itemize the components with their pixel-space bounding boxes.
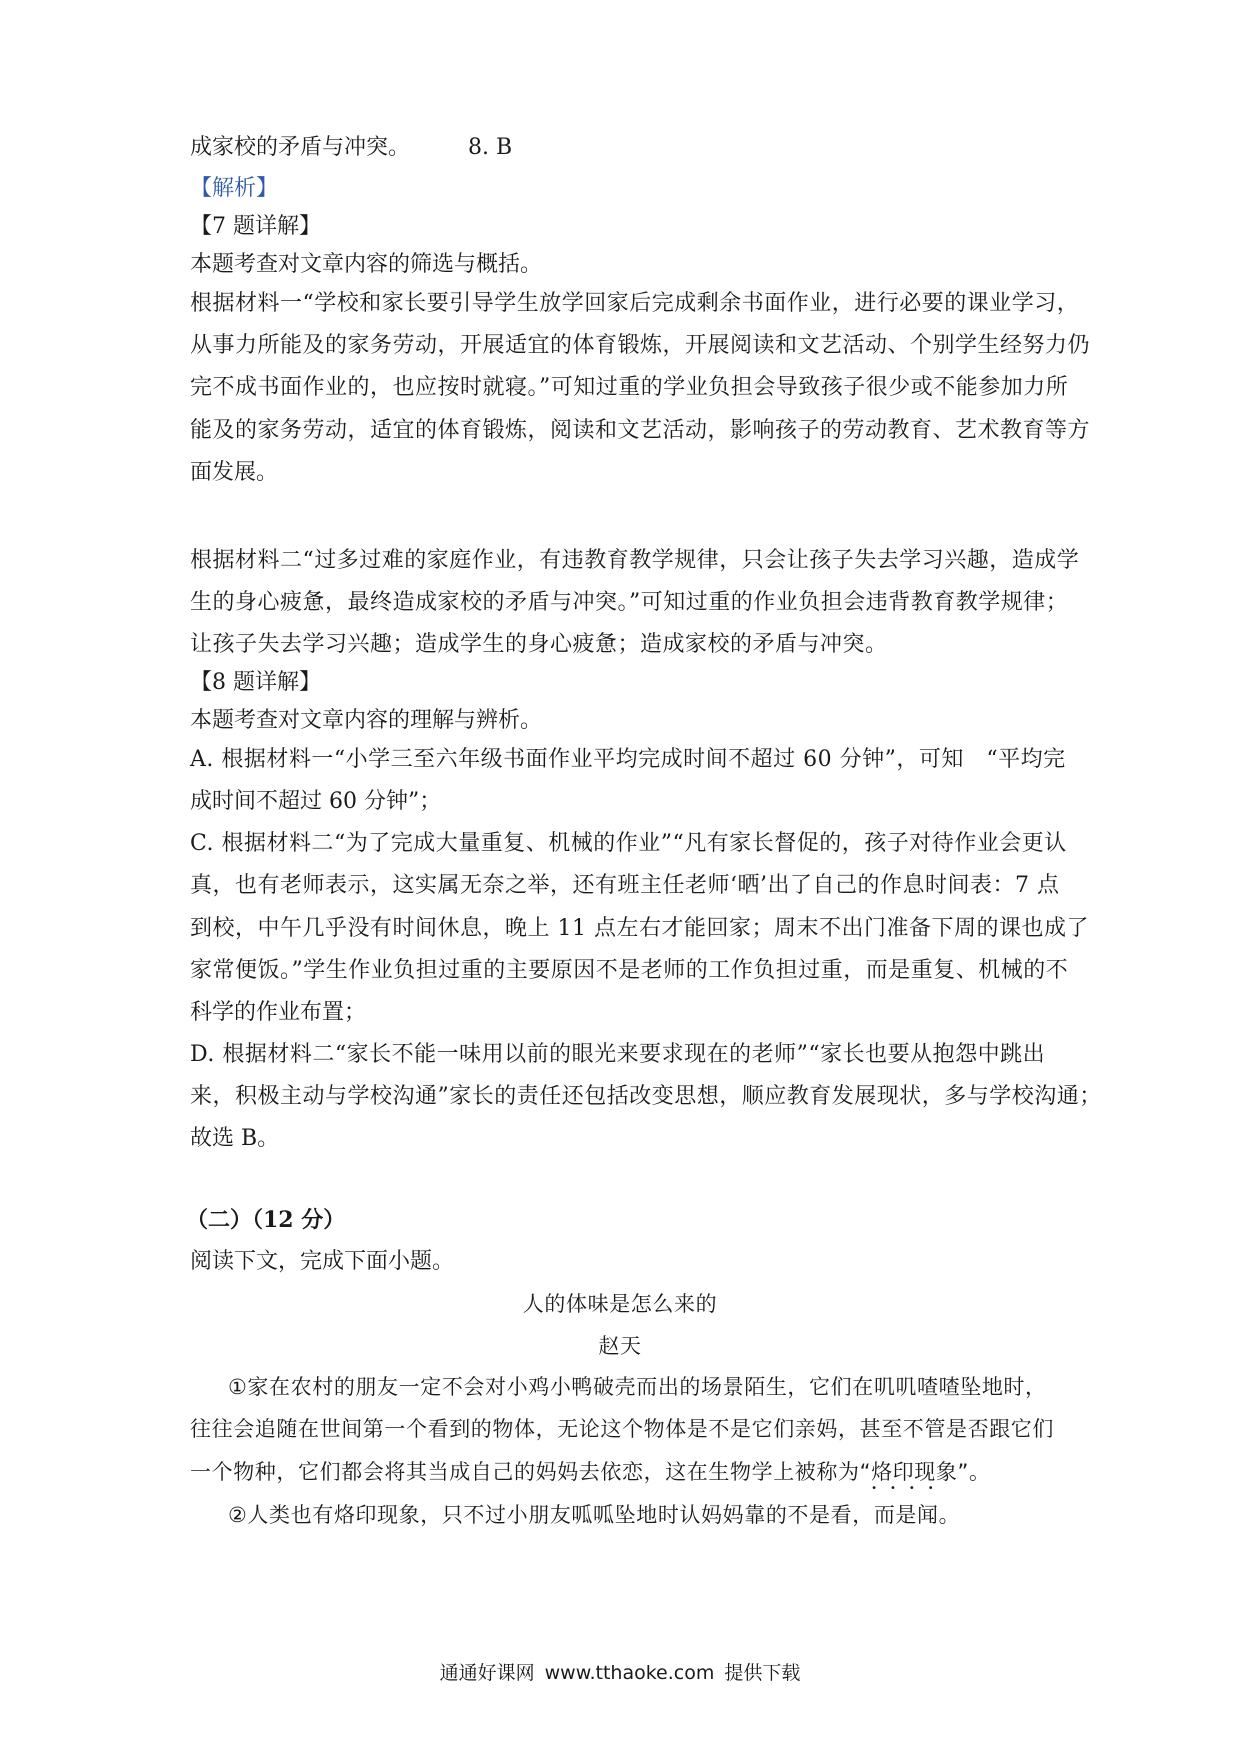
section-two-instruction: 阅读下文，完成下面小题。 [190,1249,455,1274]
emphasized-term-text: 烙印现象 [871,1460,958,1484]
previous-answer-text: 成家校的矛盾与冲突。 [190,135,411,160]
q7-intro: 本题考查对文章内容的筛选与概括。 [190,252,543,277]
footer-tagline: 提供下载 [724,1662,801,1684]
option-d-line3: 故选 B。 [190,1126,280,1151]
q7-para1-line3: 完不成书面作业的，也应按时就寝。”可知过重的学业负担会导致孩子很少或不能参加力所 [190,375,1069,400]
q7-para1-line4: 能及的家务劳动，适宜的体育锻炼，阅读和文艺活动，影响孩子的劳动教育、艺术教育等方 [190,418,1091,443]
q7-heading: 【7 题详解】 [190,214,321,239]
article-para1-line3-end: ”。 [957,1460,991,1484]
q8-intro: 本题考查对文章内容的理解与辨析。 [190,708,543,733]
article-para2-line1: ②人类也有烙印现象，只不过小朋友呱呱坠地时认妈妈靠的不是看，而是闻。 [228,1503,961,1527]
option-d-line1: D. 根据材料二“家长不能一味用以前的眼光来要求现在的老师”“家长也要从抱怨中跳出 [190,1042,1046,1067]
q7-para1-line1: 根据材料一“学校和家长要引导学生放学回家后完成剩余书面作业，进行必要的课业学习， [190,291,1080,316]
option-c-line4: 家常便饭。”学生作业负担过重的主要原因不是老师的工作负担过重，而是重复、机械的不 [190,958,1069,983]
q7-para1-line2: 从事力所能及的家务劳动，开展适宜的体育锻炼，开展阅读和文艺活动、个别学生经努力仍 [190,333,1091,358]
analysis-heading: 【解析】 [190,176,279,201]
article-para1-line3-text: 一个物种，它们都会将其当成自己的妈妈去依恋，这在生物学上被称为“ [190,1460,872,1484]
option-c-line1: C. 根据材料二“为了完成大量重复、机械的作业”“凡有家长督促的，孩子对待作业会更认 [190,831,1067,856]
q8-heading: 【8 题详解】 [190,670,321,695]
q7-para2-line1: 根据材料二“过多过难的家庭作业，有违教育教学规律，只会让孩子失去学习兴趣，造成学 [190,548,1080,573]
footer-site-name: 通通好课网 [439,1662,535,1684]
section-two-heading: （二）（12 分） [186,1207,346,1233]
option-c-line2: 真，也有老师表示，这实属无奈之举，还有班主任老师‘晒’出了自己的作息时间表：7 点 [190,873,1060,898]
article-author: 赵天 [598,1334,642,1358]
option-c-line3: 到校，中午几乎没有时间休息，晚上 11 点左右才能回家；周末不出门准备下周的课也成了 [190,916,1089,941]
article-title: 人的体味是怎么来的 [522,1292,718,1316]
option-d-line2: 来，积极主动与学校沟通”家长的责任还包括改变思想，顺应教育发展现状，多与学校沟通； [190,1084,1102,1109]
option-c-line5: 科学的作业布置； [190,1000,367,1025]
q7-para2-line2: 生的身心疲惫，最终造成家校的矛盾与冲突。”可知过重的作业负担会违背教育教学规律； [190,590,1069,615]
footer-url[interactable]: www.tthaoke.com [544,1662,715,1684]
q7-para1-line5: 面发展。 [190,460,279,485]
page-footer [0,1658,1240,1685]
q7-para2-line3: 让孩子失去学习兴趣；造成学生的身心疲惫；造成家校的矛盾与冲突。 [190,632,888,657]
q8-answer: 8. B [468,135,513,160]
article-para1-line3 [190,1457,991,1494]
answer-line [190,133,512,163]
option-a-line1: A. 根据材料一“小学三至六年级书面作业平均完成时间不超过 60 分钟”，可知 “平均完 [190,747,1066,772]
option-a-line2: 成时间不超过 60 分钟”； [190,789,442,814]
article-para1-line2: 往往会追随在世间第一个看到的物体，无论这个物体是不是它们亲妈，甚至不管是否跟它们 [190,1417,1054,1441]
article-para1-line1: ①家在农村的朋友一定不会对小鸡小鸭破壳而出的场景陌生，它们在叽叽喳喳坠地时， [228,1375,1047,1399]
emphasis-dots: •••• [871,1483,947,1494]
emphasized-term [871,1460,958,1494]
